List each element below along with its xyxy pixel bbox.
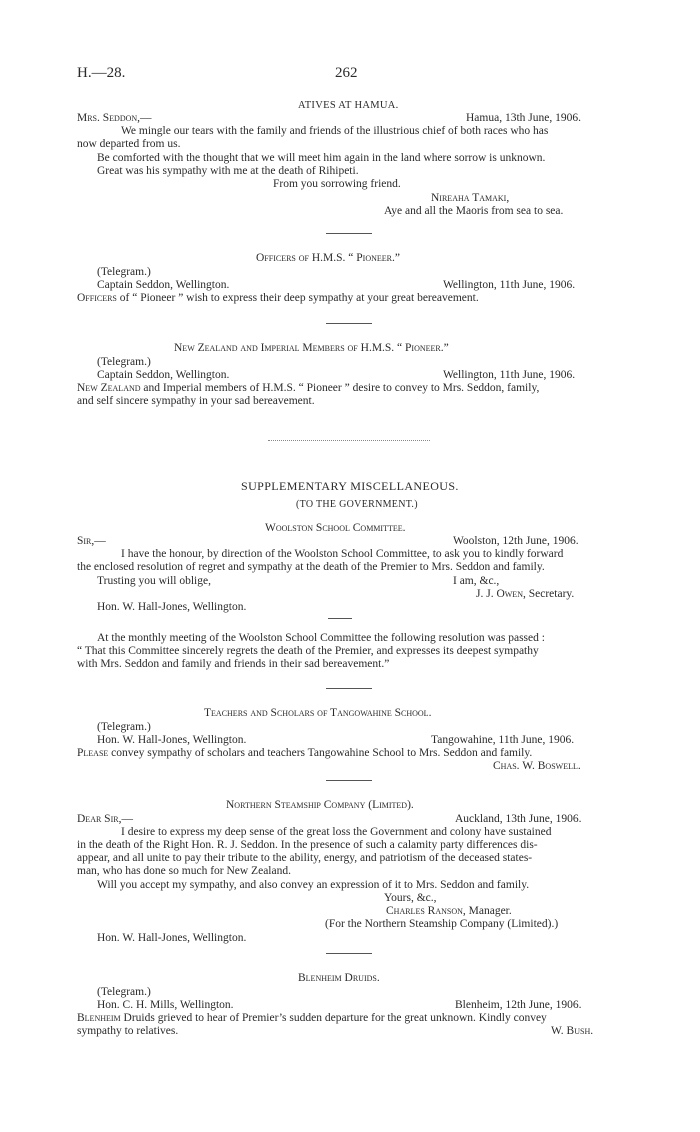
part-subtitle: (TO THE GOVERNMENT.) bbox=[296, 499, 418, 510]
document-reference: H.—28. bbox=[77, 65, 126, 81]
section-divider bbox=[326, 233, 372, 234]
sender-signature: J. J. Owen, Secretary. bbox=[476, 588, 575, 600]
salutation: Mrs. Seddon,— bbox=[77, 112, 152, 124]
paragraph-line: Trusting you will oblige, bbox=[97, 575, 211, 587]
section-divider bbox=[326, 688, 372, 689]
paragraph-line: in the death of the Right Hon. R. J. Seddon. In the presence of such a calamity party differences dis- bbox=[77, 839, 538, 851]
sender-signature: Charles Ranson, Manager. bbox=[386, 905, 512, 917]
telegram-label: (Telegram.) bbox=[97, 356, 151, 368]
section-divider bbox=[326, 323, 372, 324]
part-title: SUPPLEMENTARY MISCELLANEOUS. bbox=[241, 479, 459, 493]
salutation: Dear Sir,— bbox=[77, 813, 133, 825]
addressee: Hon. W. Hall-Jones, Wellington. bbox=[97, 601, 247, 613]
section-divider bbox=[326, 953, 372, 954]
paragraph-line: Will you accept my sympathy, and also convey an expression of it to Mrs. Seddon and family. bbox=[97, 879, 530, 891]
section-heading-officers: Officers of H.M.S. “ Pioneer.” bbox=[256, 252, 400, 264]
sender-name: Nireaha Tamaki, bbox=[431, 192, 510, 204]
telegram-body: Officers of “ Pioneer ” wish to express their deep sympathy at your great bereavement. bbox=[77, 292, 479, 304]
sender-name: W. Bush. bbox=[551, 1025, 594, 1037]
part-divider bbox=[268, 440, 430, 441]
sender-line: Aye and all the Maoris from sea to sea. bbox=[384, 205, 564, 217]
telegram-body-line: sympathy to relatives. bbox=[77, 1025, 179, 1037]
addressee: Hon. C. H. Mills, Wellington. bbox=[97, 999, 234, 1011]
paragraph-line: appear, and all unite to pay their tribute to the ability, energy, and patriotism of the deceased states- bbox=[77, 852, 533, 864]
telegram-label: (Telegram.) bbox=[97, 266, 151, 278]
section-heading-hamua: ATIVES AT HAMUA. bbox=[298, 100, 399, 111]
section-divider bbox=[326, 780, 372, 781]
resolution-line: At the monthly meeting of the Woolston School Committee the following resolution was passed : bbox=[97, 632, 545, 644]
telegram-label: (Telegram.) bbox=[97, 721, 151, 733]
addressee: Captain Seddon, Wellington. bbox=[97, 369, 230, 381]
place-date: Wellington, 11th June, 1906. bbox=[443, 279, 576, 291]
telegram-body: Blenheim Druids grieved to hear of Premier’s sudden departure for the great unknown. Kindly convey bbox=[77, 1012, 547, 1024]
short-divider bbox=[328, 618, 352, 619]
section-heading-members: New Zealand and Imperial Members of H.M.S. “ Pioneer.” bbox=[174, 342, 449, 354]
paragraph-line: We mingle our tears with the family and friends of the illustrious chief of both races who has bbox=[121, 125, 549, 137]
resolution-line: with Mrs. Seddon and family and friends in their sad bereavement.” bbox=[77, 658, 390, 670]
place-date: Auckland, 13th June, 1906. bbox=[455, 813, 582, 825]
paragraph-line: man, who has done so much for New Zealand. bbox=[77, 865, 291, 877]
section-heading-blenheim: Blenheim Druids. bbox=[298, 972, 380, 984]
addressee: Hon. W. Hall-Jones, Wellington. bbox=[97, 734, 247, 746]
sender-name: Chas. W. Boswell. bbox=[493, 760, 581, 772]
place-date: Wellington, 11th June, 1906. bbox=[443, 369, 576, 381]
paragraph-line: Great was his sympathy with me at the death of Rihipeti. bbox=[97, 165, 359, 177]
section-heading-northern-steamship: Northern Steamship Company (Limited). bbox=[226, 799, 414, 811]
place-date: Blenheim, 12th June, 1906. bbox=[455, 999, 582, 1011]
paragraph-line: the enclosed resolution of regret and sympathy at the death of the Premier to Mrs. Seddon and family. bbox=[77, 561, 545, 573]
paragraph-line: I have the honour, by direction of the Woolston School Committee, to ask you to kindly forward bbox=[121, 548, 564, 560]
resolution-line: “ That this Committee sincerely regrets the death of the Premier, and expresses its deepest sympathy bbox=[77, 645, 539, 657]
closing: From you sorrowing friend. bbox=[273, 178, 401, 190]
telegram-body: Please convey sympathy of scholars and teachers Tangowahine School to Mrs. Seddon and family. bbox=[77, 747, 533, 759]
place-date: Woolston, 12th June, 1906. bbox=[453, 535, 579, 547]
place-date: Hamua, 13th June, 1906. bbox=[466, 112, 581, 124]
paragraph-line: Be comforted with the thought that we will meet him again in the land where sorrow is unknown. bbox=[97, 152, 546, 164]
paragraph-line: I desire to express my deep sense of the great loss the Government and colony have sustained bbox=[121, 826, 552, 838]
place-date: Tangowahine, 11th June, 1906. bbox=[431, 734, 575, 746]
page-number: 262 bbox=[335, 65, 358, 81]
closing: Yours, &c., bbox=[384, 892, 437, 904]
salutation: Sir,— bbox=[77, 535, 106, 547]
telegram-body-line: and self sincere sympathy in your sad bereavement. bbox=[77, 395, 315, 407]
paragraph-line: now departed from us. bbox=[77, 138, 181, 150]
telegram-label: (Telegram.) bbox=[97, 986, 151, 998]
section-heading-tangowahine: Teachers and Scholars of Tangowahine School. bbox=[204, 707, 432, 719]
telegram-body: New Zealand and Imperial members of H.M.S. “ Pioneer ” desire to convey to Mrs. Seddon, family, bbox=[77, 382, 540, 394]
addressee: Captain Seddon, Wellington. bbox=[97, 279, 230, 291]
closing: I am, &c., bbox=[453, 575, 500, 587]
section-heading-woolston: Woolston School Committee. bbox=[265, 522, 406, 534]
sender-organisation: (For the Northern Steamship Company (Limited).) bbox=[325, 918, 559, 930]
addressee: Hon. W. Hall-Jones, Wellington. bbox=[97, 932, 247, 944]
